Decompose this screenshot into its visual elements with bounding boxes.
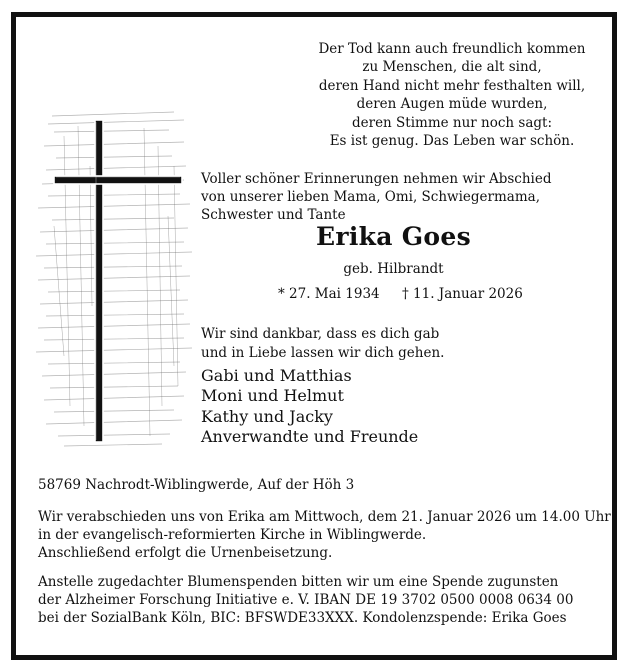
poem-line: Es ist genug. Das Leben war schön.: [329, 133, 575, 150]
intro-line: Voller schöner Erinnerungen nehmen wir Abschied: [201, 171, 552, 187]
thanks-text: [201, 325, 581, 363]
poem-line: deren Stimme nur noch sagt:: [351, 114, 553, 131]
cross: [54, 120, 182, 442]
mourner: Anverwandte und Freunde: [201, 427, 419, 447]
birth-date: * 27. Mai 1934: [278, 286, 380, 302]
intro-line: von unserer lieben Mama, Omi, Schwiegermama,: [201, 189, 540, 205]
thanks-line: und in Liebe lassen wir dich gehen.: [201, 345, 445, 361]
death-date: † 11. Januar 2026: [402, 286, 523, 302]
funeral-details: [38, 508, 611, 562]
donation-details: [38, 573, 598, 627]
donation-line: bei der SozialBank Köln, BIC: BFSWDE33XXX. Kondolenzspende: Erika Goes: [38, 610, 567, 626]
mourner: Moni und Helmut: [201, 386, 344, 406]
funeral-line: Wir verabschieden uns von Erika am Mittwoch, dem 21. Januar 2026 um 14.00 Uhr: [38, 509, 611, 525]
mourner: Gabi und Matthias: [201, 366, 352, 385]
donation-line: Anstelle zugedachter Blumenspenden bitten wir um eine Spende zugunsten: [38, 574, 559, 590]
poem-line: deren Hand nicht mehr festhalten will,: [318, 77, 586, 94]
funeral-line: Anschließend erfolgt die Urnenbeisetzung.: [38, 545, 333, 561]
donation-line: der Alzheimer Forschung Initiative e. V. IBAN DE 19 3702 0500 0008 0634 00: [38, 592, 574, 608]
address: 58769 Nachrodt-Wiblingwerde, Auf der Höh 3: [38, 477, 355, 493]
poem-line: deren Augen müde wurden,: [356, 96, 548, 113]
intro-line: Schwester und Tante: [201, 207, 346, 223]
mourners-list: [201, 366, 581, 448]
deceased-name: Erika Goes: [316, 222, 471, 251]
poem-line: zu Menschen, die alt sind,: [362, 59, 542, 76]
funeral-line: in der evangelisch-reformierten Kirche in Wiblingwerde.: [38, 527, 427, 543]
sketch-shading: [36, 112, 192, 446]
poem-line: Der Tod kann auch freundlich kommen: [318, 41, 586, 57]
cross-icon: [34, 106, 194, 456]
birth-name: geb. Hilbrandt: [343, 261, 444, 277]
mourner: Kathy und Jacky: [201, 406, 333, 426]
poem: [300, 40, 604, 150]
intro-text: [201, 170, 581, 224]
thanks-line: Wir sind dankbar, dass es dich gab: [201, 326, 440, 342]
